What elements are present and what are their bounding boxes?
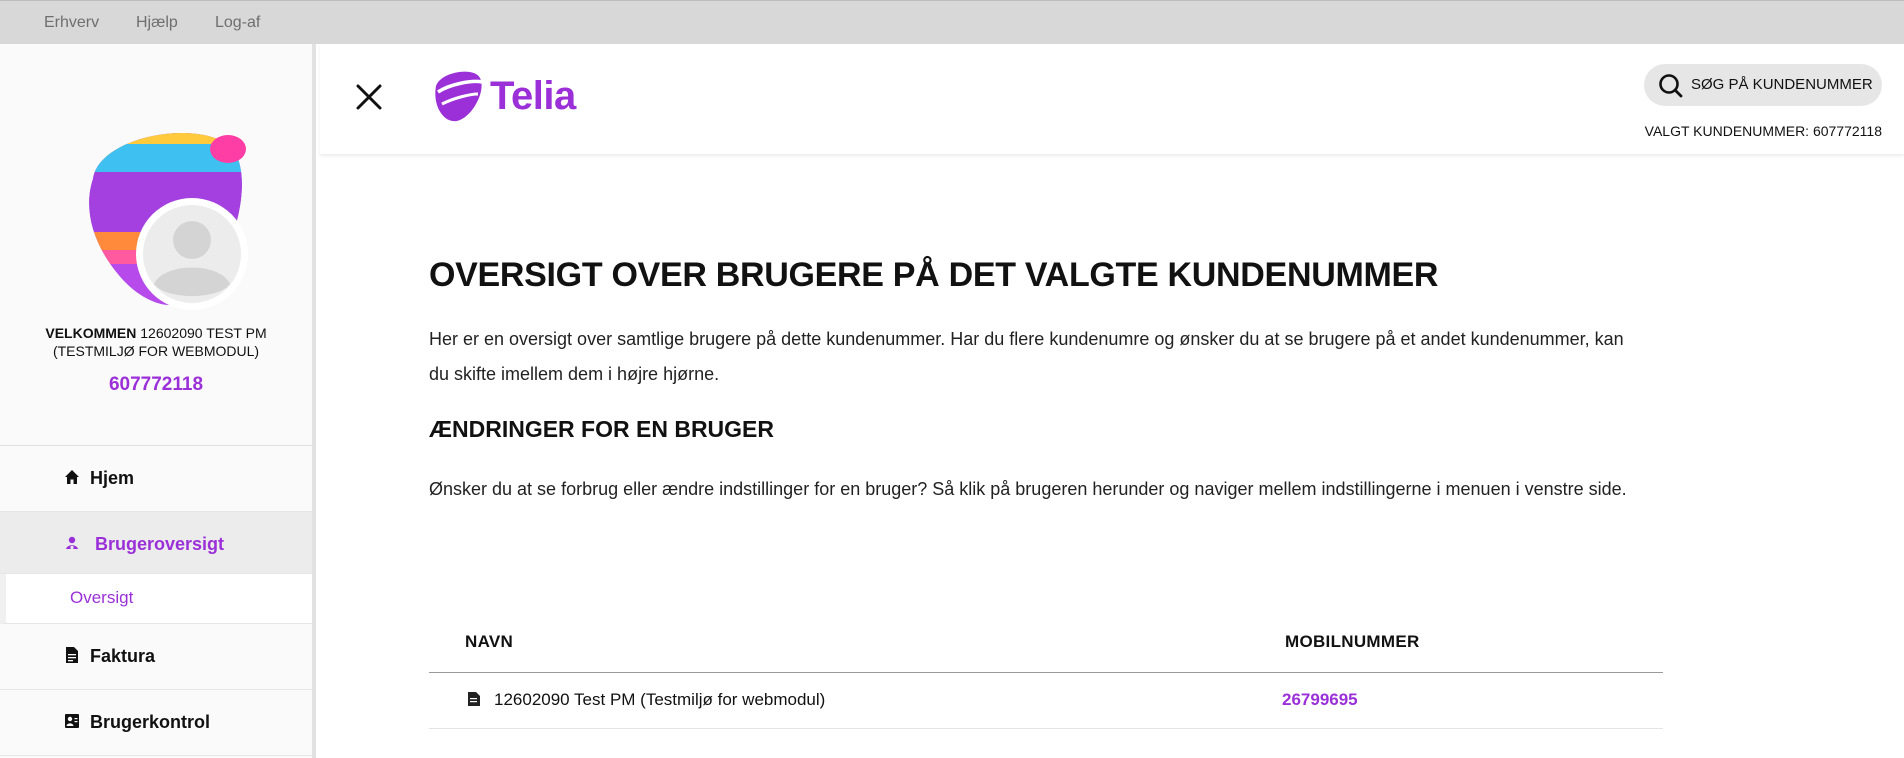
telia-logo-icon bbox=[430, 68, 484, 124]
sidebar-item-label: Brugerkontrol bbox=[90, 712, 211, 732]
sidebar-item-brugeroversigt[interactable] bbox=[0, 512, 312, 574]
sidebar-item-hjem[interactable] bbox=[0, 446, 312, 512]
column-header-name: NAVN bbox=[465, 632, 514, 651]
customer-number: 607772118 bbox=[108, 374, 204, 395]
column-header-mobile: MOBILNUMMER bbox=[1285, 632, 1420, 651]
section-title: ÆNDRINGER FOR EN BRUGER bbox=[429, 416, 775, 442]
user-mobile-number[interactable]: 26799695 bbox=[1282, 690, 1358, 709]
header bbox=[320, 44, 1904, 154]
welcome-sub: (TESTMILJØ FOR WEBMODUL) bbox=[52, 343, 260, 359]
telia-logo[interactable] bbox=[430, 68, 590, 128]
page-title: OVERSIGT OVER BRUGERE PÅ DET VALGTE KUNDENUMMER bbox=[429, 256, 1439, 294]
document-icon bbox=[467, 691, 481, 707]
sidebar-item-label: Oversigt bbox=[70, 588, 134, 607]
sidebar-item-label: Brugeroversigt bbox=[95, 534, 225, 554]
sidebar-item-label: Hjem bbox=[90, 468, 135, 488]
user-name[interactable]: 12602090 Test PM (Testmiljø for webmodul) bbox=[494, 690, 826, 709]
intro-text: Her er en oversigt over samtlige brugere på dette kundenummer. Har du flere kundenumre og ønsker du at se brugere på et andet kundenummer, kan du skifte imellem dem i højre hjørne. bbox=[429, 329, 1624, 384]
link-erhverv[interactable]: Erhverv bbox=[44, 14, 100, 31]
logo-text: Telia bbox=[490, 74, 576, 118]
welcome-label: VELKOMMEN bbox=[45, 325, 137, 341]
document-icon bbox=[64, 646, 80, 664]
link-hjaelp[interactable]: Hjælp bbox=[136, 14, 178, 31]
close-icon[interactable] bbox=[356, 84, 382, 110]
link-log-af[interactable]: Log-af bbox=[215, 14, 261, 31]
sidebar-item-faktura[interactable] bbox=[0, 624, 312, 690]
top-bar bbox=[0, 0, 1904, 44]
telia-pebble-logo-icon bbox=[78, 124, 253, 324]
sidebar-item-brugerkontrol[interactable] bbox=[0, 690, 312, 756]
table-row[interactable] bbox=[429, 673, 1663, 729]
welcome-name: 12602090 TEST PM bbox=[140, 325, 267, 341]
users-icon bbox=[64, 534, 80, 552]
home-icon bbox=[64, 468, 80, 486]
welcome-text bbox=[0, 324, 312, 360]
search-icon bbox=[1658, 73, 1684, 99]
avatar bbox=[78, 124, 253, 344]
sidebar-nav bbox=[0, 445, 312, 756]
sidebar-item-label: Faktura bbox=[90, 646, 156, 666]
sidebar-item-oversigt[interactable] bbox=[0, 574, 312, 624]
sidebar bbox=[0, 44, 316, 758]
user-control-icon bbox=[64, 712, 80, 730]
search-button-label: SØG PÅ KUNDENUMMER bbox=[1691, 76, 1873, 93]
chosen-customer-number: VALGT KUNDENUMMER: 607772118 bbox=[1644, 123, 1882, 139]
search-customer-button[interactable] bbox=[1644, 64, 1882, 106]
body-text: Ønsker du at se forbrug eller ændre indstillinger for en bruger? Så klik på brugeren herunder og naviger mellem indstillingerne i menuen i venstre side. bbox=[429, 479, 1627, 499]
